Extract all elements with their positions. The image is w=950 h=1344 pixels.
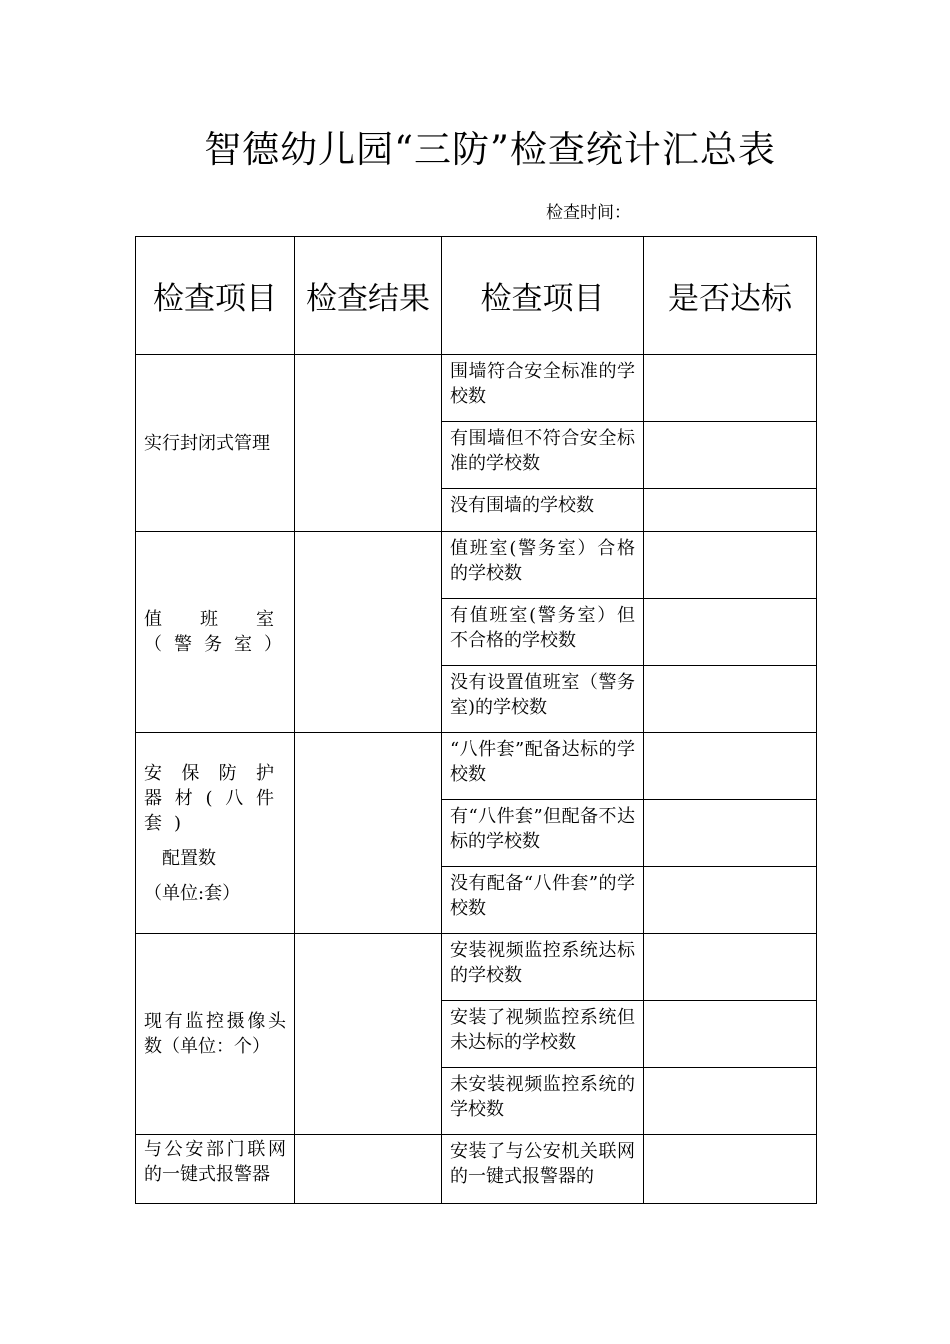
- header-sub-item: 检查项目: [442, 237, 644, 355]
- compliance-cell[interactable]: [644, 1135, 817, 1204]
- header-compliance: 是否达标: [644, 237, 817, 355]
- sub-item: 没有设置值班室（警务室)的学校数: [442, 666, 644, 733]
- result-cell[interactable]: [295, 532, 442, 733]
- item-line: （单位:套）: [144, 882, 241, 904]
- sub-item: 围墙符合安全标准的学校数: [442, 355, 644, 422]
- sub-item: 安装了与公安机关联网的一键式报警器的: [442, 1135, 644, 1204]
- item-cameras: 现有监控摄像头数（单位：个）: [136, 934, 295, 1135]
- compliance-cell[interactable]: [644, 800, 817, 867]
- sub-item: “八件套”配备达标的学校数: [442, 733, 644, 800]
- compliance-cell[interactable]: [644, 355, 817, 422]
- sub-item: 未安装视频监控系统的学校数: [442, 1068, 644, 1135]
- result-cell[interactable]: [295, 934, 442, 1135]
- item-line: 配置数: [162, 847, 216, 869]
- compliance-cell[interactable]: [644, 666, 817, 733]
- item-security-equipment: [136, 733, 295, 934]
- table-row: [136, 532, 817, 599]
- compliance-cell[interactable]: [644, 733, 817, 800]
- result-cell[interactable]: [295, 733, 442, 934]
- item-closed-management: 实行封闭式管理: [136, 355, 295, 532]
- header-item: 检查项目: [136, 237, 295, 355]
- table-row: [136, 355, 817, 422]
- compliance-cell[interactable]: [644, 599, 817, 666]
- sub-item: 有值班室(警务室）但不合格的学校数: [442, 599, 644, 666]
- sub-item: 安装视频监控系统达标的学校数: [442, 934, 644, 1001]
- sub-item: 有“八件套”但配备不达标的学校数: [442, 800, 644, 867]
- compliance-cell[interactable]: [644, 1068, 817, 1135]
- item-alarm: 与公安部门联网的一键式报警器: [136, 1135, 295, 1204]
- compliance-cell[interactable]: [644, 867, 817, 934]
- compliance-cell[interactable]: [644, 532, 817, 599]
- sub-item: 有围墙但不符合安全标准的学校数: [442, 422, 644, 489]
- item-duty-room: 值班室（警务室）: [136, 532, 295, 733]
- compliance-cell[interactable]: [644, 489, 817, 532]
- item-line: 安保防护器材(八件套): [144, 762, 286, 834]
- sub-item: 安装了视频监控系统但未达标的学校数: [442, 1001, 644, 1068]
- result-cell[interactable]: [295, 355, 442, 532]
- compliance-cell[interactable]: [644, 934, 817, 1001]
- header-row: [136, 237, 817, 355]
- table-row: [136, 733, 817, 800]
- page-title: 智德幼儿园“三防”检查统计汇总表: [204, 128, 776, 171]
- header-result: 检查结果: [295, 237, 442, 355]
- sub-item: 没有配备“八件套”的学校数: [442, 867, 644, 934]
- sub-item: 值班室(警务室）合格的学校数: [442, 532, 644, 599]
- table-row: [136, 1135, 817, 1204]
- compliance-cell[interactable]: [644, 1001, 817, 1068]
- compliance-cell[interactable]: [644, 422, 817, 489]
- inspection-table: [135, 236, 817, 1204]
- sub-item: 没有围墙的学校数: [442, 489, 644, 532]
- table-row: [136, 934, 817, 1001]
- check-time-label: 检查时间：: [546, 203, 631, 223]
- result-cell[interactable]: [295, 1135, 442, 1204]
